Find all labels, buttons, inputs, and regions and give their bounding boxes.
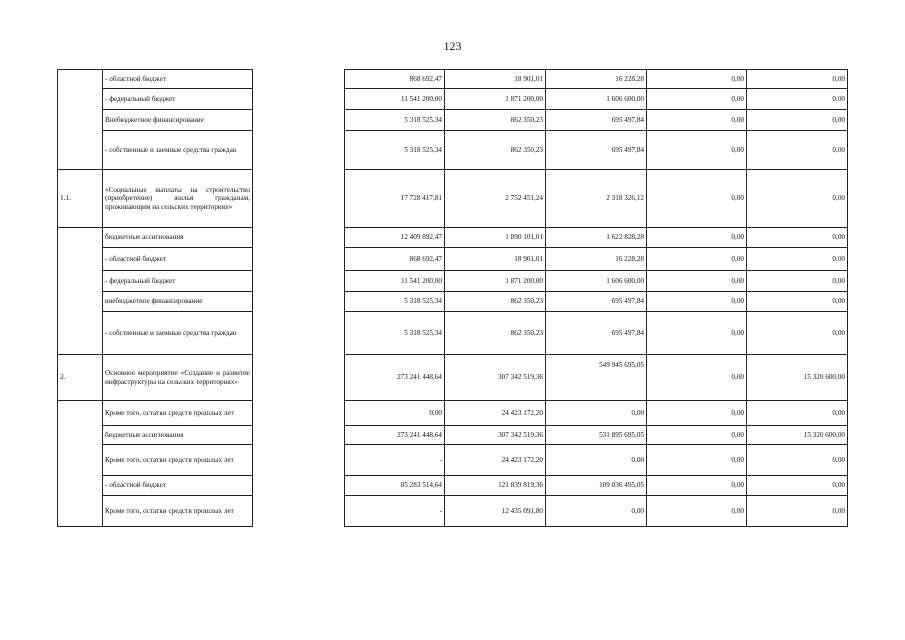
value-cell: 862 350,23 bbox=[445, 292, 546, 312]
row-name-cell: бюджетные ассигнования bbox=[103, 228, 253, 248]
value-cell: 17 728 417,81 bbox=[345, 170, 445, 228]
value-cell: 0,00 bbox=[747, 476, 848, 496]
table-row bbox=[58, 401, 848, 426]
value-cell: - bbox=[345, 496, 445, 527]
table-row bbox=[58, 426, 848, 445]
table-row bbox=[58, 248, 848, 271]
value-cell: 2 752 451,24 bbox=[445, 170, 546, 228]
value-cell: 273 241 448,64 bbox=[345, 355, 445, 401]
value-cell: 0,00 bbox=[747, 496, 848, 527]
value-cell: 24 423 172,20 bbox=[445, 401, 546, 426]
value-cell: 531 895 695,05 bbox=[546, 426, 647, 445]
value-cell: 0,00 bbox=[747, 110, 848, 131]
value-cell: 0,00 bbox=[747, 312, 848, 355]
value-cell: - bbox=[345, 445, 445, 476]
value-cell: 11 541 200,00 bbox=[345, 271, 445, 292]
row-name-cell: Внебюджетное финансирование bbox=[103, 110, 253, 131]
row-name-cell: - собственные и заемные средства граждан bbox=[103, 312, 253, 355]
value-cell: 12 409 892,47 bbox=[345, 228, 445, 248]
row-name-cell: бюджетные ассигнования bbox=[103, 426, 253, 445]
value-cell: 0,00 bbox=[747, 228, 848, 248]
table-row bbox=[58, 70, 848, 89]
value-cell: 0,00 bbox=[747, 292, 848, 312]
value-cell: 0,00 bbox=[546, 445, 647, 476]
value-cell: 0,00 bbox=[647, 445, 747, 476]
budget-table bbox=[57, 69, 848, 527]
value-cell: 695 497,84 bbox=[546, 312, 647, 355]
value-cell: 16 228,28 bbox=[546, 70, 647, 89]
value-cell: 0,00 bbox=[647, 110, 747, 131]
row-name-cell: - собственные и заемные средства граждан bbox=[103, 131, 253, 170]
value-cell: 1 871 200,00 bbox=[445, 89, 546, 110]
value-cell: 0,00 bbox=[747, 248, 848, 271]
value-cell: 0,00 bbox=[647, 355, 747, 401]
value-cell: 5 318 525,34 bbox=[345, 292, 445, 312]
value-cell: 12 435 091,80 bbox=[445, 496, 546, 527]
value-cell: 862 350,23 bbox=[445, 131, 546, 170]
row-name-cell: Кроме того, остатки средств прошлых лет bbox=[103, 445, 253, 476]
table-row bbox=[58, 355, 848, 401]
value-cell: 5 318 525,34 bbox=[345, 131, 445, 170]
row-number-cell bbox=[58, 228, 103, 355]
value-cell: 0,00 bbox=[747, 445, 848, 476]
row-name-cell: внебюджетное финансирование bbox=[103, 292, 253, 312]
value-cell: 307 342 519,36 bbox=[445, 355, 546, 401]
value-cell: 1 890 101,01 bbox=[445, 228, 546, 248]
page-number: 123 bbox=[443, 39, 462, 53]
value-cell: 0,00 bbox=[647, 312, 747, 355]
value-cell: 15 320 600,00 bbox=[747, 355, 848, 401]
value-cell: 273 241 448,64 bbox=[345, 426, 445, 445]
row-name-cell: «Социальные выплаты на строительство (приобретение) жилья гражданам, проживающим на сельских территориях» bbox=[103, 170, 253, 228]
value-cell: 0,00 bbox=[747, 89, 848, 110]
row-name-cell: - федеральный бюджет bbox=[103, 271, 253, 292]
value-cell: 18 901,01 bbox=[445, 70, 546, 89]
table-row bbox=[58, 292, 848, 312]
value-cell: 1 606 600,00 bbox=[546, 271, 647, 292]
value-cell: 11 541 200,00 bbox=[345, 89, 445, 110]
value-cell: 0,00 bbox=[747, 271, 848, 292]
row-number-cell: 1.1. bbox=[58, 170, 103, 228]
value-cell: 0,00 bbox=[747, 70, 848, 89]
table-row bbox=[58, 496, 848, 527]
row-number-cell: 2. bbox=[58, 355, 103, 401]
row-name-cell: Кроме того, остатки средств прошлых лет bbox=[103, 496, 253, 527]
table-row bbox=[58, 170, 848, 228]
value-cell: 549 945 695,05 bbox=[546, 355, 647, 401]
value-cell: 0,00 bbox=[647, 89, 747, 110]
value-cell: 868 692,47 bbox=[345, 248, 445, 271]
value-cell: 1 622 828,28 bbox=[546, 228, 647, 248]
value-cell: 2 318 326,12 bbox=[546, 170, 647, 228]
value-cell: 5 318 525,34 bbox=[345, 312, 445, 355]
value-cell: 0,00 bbox=[647, 426, 747, 445]
value-cell: 868 692,47 bbox=[345, 70, 445, 89]
value-cell: 695 497,84 bbox=[546, 110, 647, 131]
value-cell: 0,00 bbox=[647, 271, 747, 292]
value-cell: 0,00 bbox=[647, 401, 747, 426]
table-row bbox=[58, 131, 848, 170]
value-cell: 1 871 200,00 bbox=[445, 271, 546, 292]
table-row bbox=[58, 89, 848, 110]
value-cell: 0,00 bbox=[647, 170, 747, 228]
table-row bbox=[58, 445, 848, 476]
row-name-cell: - федеральный бюджет bbox=[103, 89, 253, 110]
row-number-cell bbox=[58, 70, 103, 170]
value-cell: 0,00 bbox=[747, 131, 848, 170]
value-cell: 0,00 bbox=[647, 496, 747, 527]
value-cell: 1 606 600,00 bbox=[546, 89, 647, 110]
value-cell: 0,00 bbox=[647, 292, 747, 312]
value-cell: 695 497,84 bbox=[546, 292, 647, 312]
value-cell: 15 320 600,00 bbox=[747, 426, 848, 445]
table-row bbox=[58, 271, 848, 292]
value-cell: 5 318 525,34 bbox=[345, 110, 445, 131]
table-row bbox=[58, 312, 848, 355]
value-cell: 862 350,23 bbox=[445, 110, 546, 131]
row-name-cell: Основное мероприятие «Создание и развитие инфраструктуры на сельских территориях» bbox=[103, 355, 253, 401]
value-cell: 307 342 519,36 bbox=[445, 426, 546, 445]
value-cell: 0,00 bbox=[647, 248, 747, 271]
value-cell: 0,00 bbox=[647, 476, 747, 496]
value-cell: 862 350,23 bbox=[445, 312, 546, 355]
value-cell: 695 497,84 bbox=[546, 131, 647, 170]
table-row bbox=[58, 476, 848, 496]
value-cell: 0,00 bbox=[647, 131, 747, 170]
value-cell: 0,00 bbox=[345, 401, 445, 426]
value-cell: 18 901,01 bbox=[445, 248, 546, 271]
value-cell: 121 839 819,36 bbox=[445, 476, 546, 496]
row-name-cell: - областной бюджет bbox=[103, 476, 253, 496]
value-cell: 16 228,28 bbox=[546, 248, 647, 271]
row-name-cell: - областной бюджет bbox=[103, 70, 253, 89]
value-cell: 24 423 172,20 bbox=[445, 445, 546, 476]
row-number-cell bbox=[58, 401, 103, 527]
value-cell: 0,00 bbox=[647, 70, 747, 89]
value-cell: 0,00 bbox=[546, 496, 647, 527]
row-name-cell: - областной бюджет bbox=[103, 248, 253, 271]
value-cell: 0,00 bbox=[747, 170, 848, 228]
blank-column bbox=[253, 70, 345, 527]
row-name-cell: Кроме того, остатки средств прошлых лет bbox=[103, 401, 253, 426]
table-row bbox=[58, 228, 848, 248]
value-cell: 0,00 bbox=[647, 228, 747, 248]
value-cell: 109 036 495,05 bbox=[546, 476, 647, 496]
value-cell: 0,00 bbox=[546, 401, 647, 426]
value-cell: 85 283 514,64 bbox=[345, 476, 445, 496]
table-row bbox=[58, 110, 848, 131]
value-cell: 0,00 bbox=[747, 401, 848, 426]
